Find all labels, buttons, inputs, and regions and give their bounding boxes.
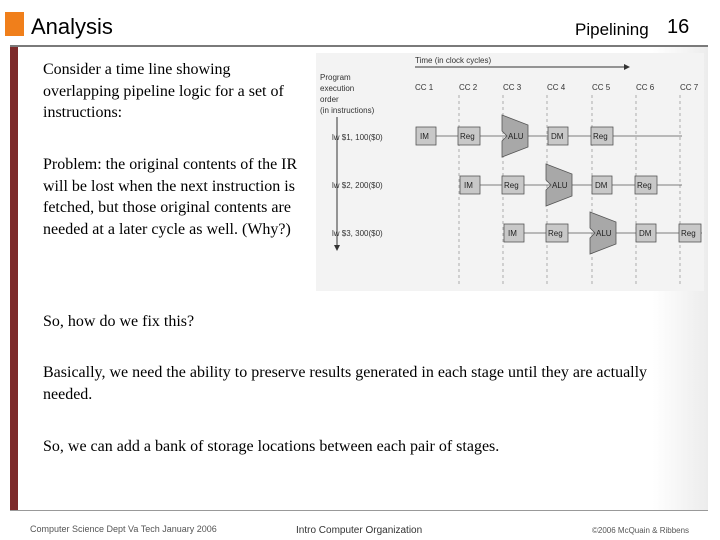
solution-paragraph: So, we can add a bank of storage locations between each pair of stages. [43,438,500,455]
slide-number: 16 [667,16,690,38]
reg-stage-label: Reg [593,132,608,141]
im-stage-label: IM [420,132,429,141]
alu-stage-label: ALU [552,181,568,190]
clock-cycle-label: CC 3 [503,83,522,92]
intro-paragraph: Consider a time line showing overlapping pipeline logic for a set of instructions: [43,61,284,121]
instruction-label: lw $2, 200($0) [332,181,383,190]
clock-cycle-label: CC 2 [459,83,478,92]
header-divider [10,45,708,47]
pipeline-timeline-diagram [316,53,704,291]
reg-stage-label: Reg [681,229,696,238]
left-accent-bar [10,47,18,510]
footer-course-title: Intro Computer Organization [296,525,423,536]
clock-cycle-label: CC 1 [415,83,434,92]
alu-stage-label: ALU [508,132,524,141]
footer-department: Computer Science Dept Va Tech January 2006 [30,524,217,534]
clock-cycle-label: CC 6 [636,83,655,92]
im-stage-label: IM [508,229,517,238]
slide-topic: Pipelining [575,20,649,39]
dm-stage-label: DM [551,132,564,141]
title-accent-square [5,12,24,36]
instruction-label: lw $3, 300($0) [332,229,383,238]
dm-stage-label: DM [595,181,608,190]
clock-cycle-label: CC 5 [592,83,611,92]
im-stage-label: IM [464,181,473,190]
reg-stage-label: Reg [637,181,652,190]
instruction-label: lw $1, 100($0) [332,133,383,142]
basic-need-paragraph: Basically, we need the ability to preserve results generated in each stage until they are actually needed. [43,364,648,403]
order-label-line-4: (in instructions) [320,106,375,115]
footer-divider [10,510,708,511]
order-label-line-1: Program [320,73,351,82]
order-label-line-3: order [320,95,339,104]
question-paragraph: So, how do we fix this? [43,313,195,330]
time-axis-label: Time (in clock cycles) [415,56,492,65]
footer-copyright: ©2006 McQuain & Ribbens [592,526,690,535]
alu-stage-label: ALU [596,229,612,238]
problem-paragraph: Problem: the original contents of the IR will be lost when the next instruction is fetched, but those original contents are needed at a later cycle as well. (Why?) [43,156,298,238]
clock-cycle-label: CC 7 [680,83,699,92]
dm-stage-label: DM [639,229,652,238]
reg-stage-label: Reg [504,181,519,190]
clock-cycle-label: CC 4 [547,83,566,92]
reg-stage-label: Reg [460,132,475,141]
reg-stage-label: Reg [548,229,563,238]
slide-title: Analysis [31,14,113,39]
order-label-line-2: execution [320,84,355,93]
